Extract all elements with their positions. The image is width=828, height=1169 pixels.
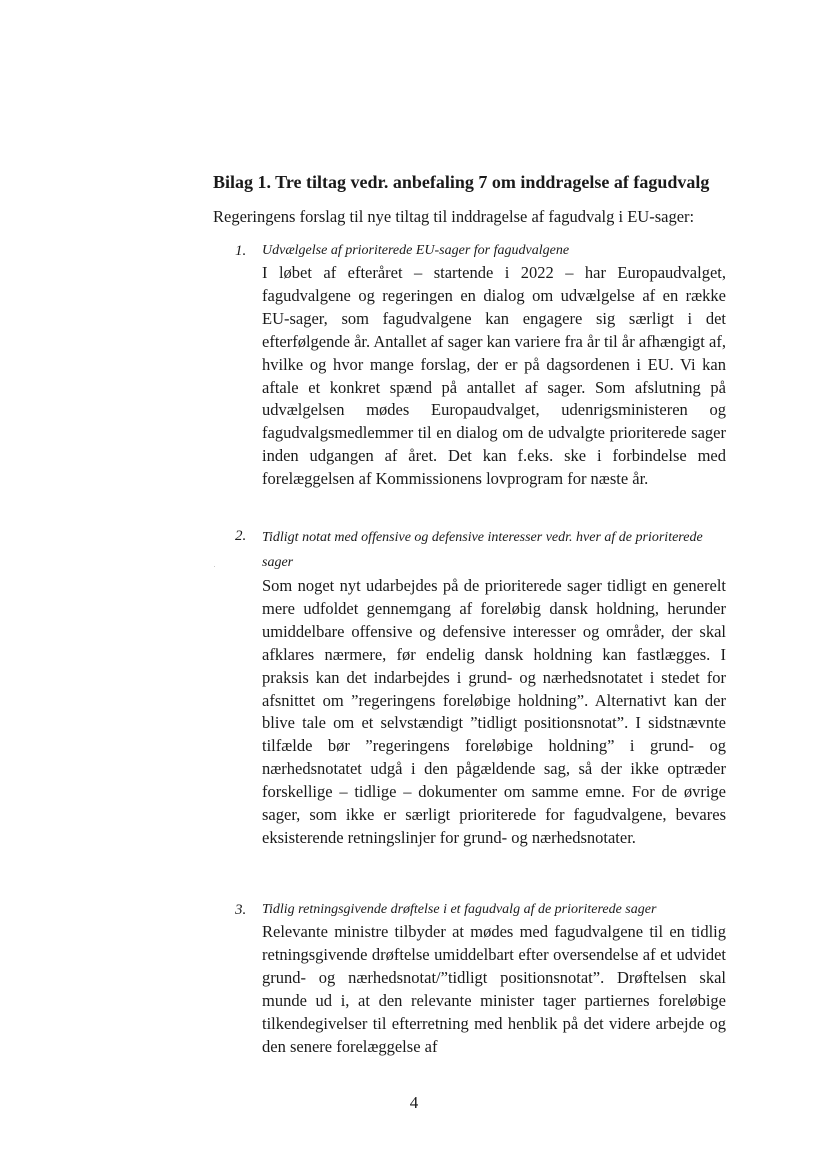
list-item-body: I løbet af efteråret – startende i 2022 – har Europaudvalget, fagudvalgene og regeringen en dialog om udvælgelse af en række EU-sager, som fagudvalgene kan engagere sig særligt i det efterfølgende år. Antallet af sager kan variere fra år til år afhængigt af, hvilke og hvor mange forslag, der er på dagsordenen i EU. Vi kan aftale et konkret spænd på antallet af sager. Som afslutning på udvælgelsen mødes Europaudvalget, udenrigsministeren og fagudvalgsmedlemmer til en dialog om de udvalgte prioriterede sager inden udgangen af året. Det kan f.eks. ske i forbindelse med forelæggelsen af Kommissionens lovprogram for næste år.: [262, 263, 726, 489]
page-number: 4: [409, 1093, 419, 1112]
page-heading: Bilag 1. Tre tiltag vedr. anbefaling 7 om inddragelse af fagudvalg: [213, 172, 710, 192]
list-item-title: Tidligt notat med offensive og defensive interesser vedr. hver af de prioriterede sager: [262, 530, 703, 570]
scan-speck: [214, 566, 215, 567]
list-item-body: Som noget nyt udarbejdes på de prioriterede sager tidligt en generelt mere udfoldet gennemgang af foreløbig dansk holdning, herunder umiddelbare offensive og defensive interesser og områder, der skal afklares nærmere, før endelig dansk holdning kan fastlægges. I praksis kan det indarbejdes i grund- og nærhedsnotatet i stedet for afsnittet om ”regeringens foreløbige holdning”. Alternativt kan der blive tale om et selvstændigt ”tidligt positionsnotat”. I sidstnævnte tilfælde bør ”regeringens foreløbige holdning” i grund- og nærhedsnotatet udgå i den pågældende sag, så der ikke optræder forskellige – tidlige – dokumenter om samme emne. For de øvrige sager, som ikke er særligt prioriterede for fagudvalgene, bevares eksisterende retningslinjer for grund- og nærhedsnotater.: [262, 576, 726, 847]
list-item-body: Relevante ministre tilbyder at mødes med fagudvalgene til en tidlig retningsgivende drøftelse umiddelbart efter oversendelse af et udvidet grund- og nærhedsnotat/”tidligt positionsnotat”. Drøftelsen skal munde ud i, at den relevante minister tager partiernes foreløbige tilkendegivelser til efterretning med henblik på det videre arbejde og den senere forelæggelse af: [262, 922, 726, 1056]
list-item-number: 1.: [235, 243, 247, 259]
list-item-title: Tidlig retningsgivende drøftelse i et fagudvalg af de prioriterede sager: [262, 902, 657, 917]
list-item-title: Udvælgelse af prioriterede EU-sager for fagudvalgene: [262, 243, 570, 258]
list-item: [235, 899, 726, 1058]
intro-paragraph: Regeringens forslag til nye tiltag til inddragelse af fagudvalg i EU-sager:: [213, 207, 695, 226]
list-item-number: 2.: [235, 528, 247, 544]
list-item: [235, 240, 726, 491]
list-item: [235, 525, 726, 850]
list-item-number: 3.: [235, 902, 247, 918]
